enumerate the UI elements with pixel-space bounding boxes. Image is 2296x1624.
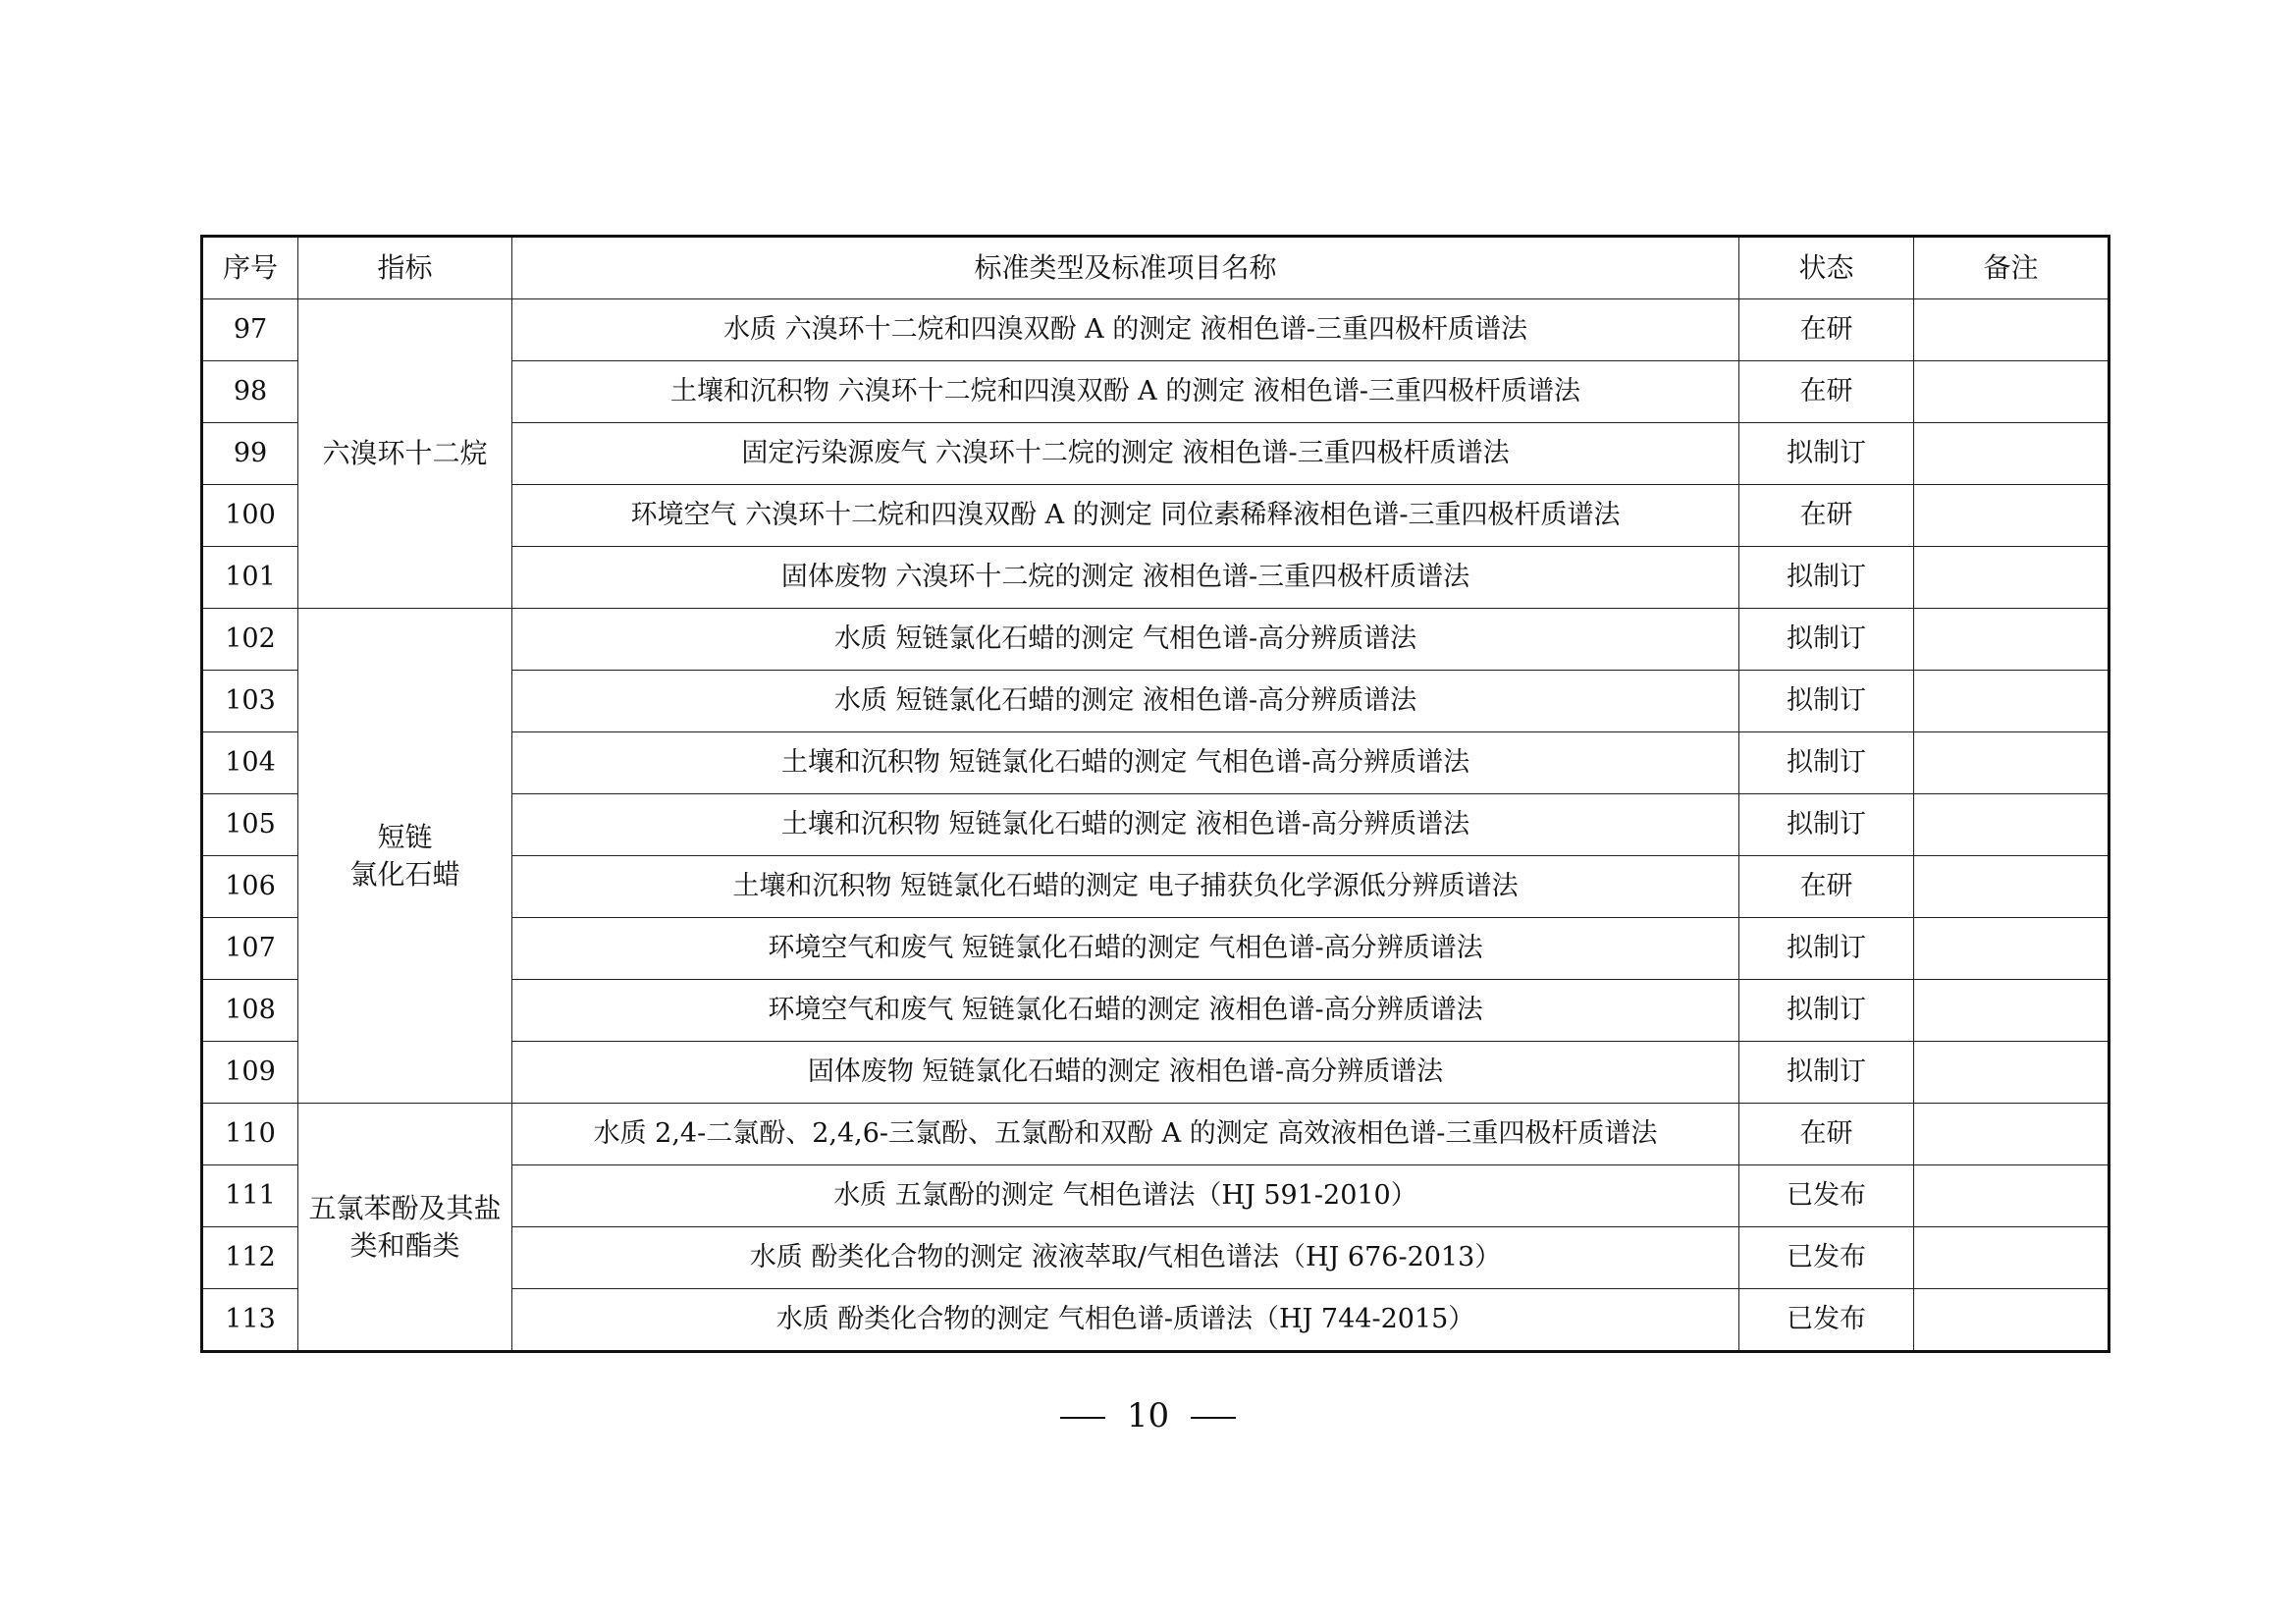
status-cell: 在研 (1739, 485, 1914, 547)
remark-cell (1914, 794, 2109, 856)
status-cell: 在研 (1739, 299, 1914, 361)
standard-name: 水质 酚类化合物的测定 气相色谱-质谱法（HJ 744-2015） (512, 1289, 1739, 1352)
status-cell: 在研 (1739, 856, 1914, 918)
status-cell: 拟制订 (1739, 609, 1914, 671)
row-index: 112 (202, 1227, 298, 1289)
status-cell: 拟制订 (1739, 794, 1914, 856)
standard-name: 环境空气和废气 短链氯化石蜡的测定 气相色谱-高分辨质谱法 (512, 918, 1739, 980)
standard-name: 土壤和沉积物 六溴环十二烷和四溴双酚 A 的测定 液相色谱-三重四极杆质谱法 (512, 361, 1739, 423)
header-index: 序号 (202, 237, 298, 299)
standard-name: 土壤和沉积物 短链氯化石蜡的测定 气相色谱-高分辨质谱法 (512, 732, 1739, 794)
header-remark: 备注 (1914, 237, 2109, 299)
row-index: 101 (202, 547, 298, 609)
standard-name: 水质 酚类化合物的测定 液液萃取/气相色谱法（HJ 676-2013） (512, 1227, 1739, 1289)
status-cell: 在研 (1739, 1104, 1914, 1165)
row-index: 113 (202, 1289, 298, 1352)
remark-cell (1914, 547, 2109, 609)
standard-name: 环境空气 六溴环十二烷和四溴双酚 A 的测定 同位素稀释液相色谱-三重四极杆质谱法 (512, 485, 1739, 547)
indicator-label: 六溴环十二烷 (322, 437, 488, 469)
row-index: 110 (202, 1104, 298, 1165)
row-index: 103 (202, 671, 298, 732)
table-row (202, 1104, 2109, 1165)
status-cell: 已发布 (1739, 1227, 1914, 1289)
row-index: 104 (202, 732, 298, 794)
remark-cell (1914, 361, 2109, 423)
row-index: 106 (202, 856, 298, 918)
remark-cell (1914, 671, 2109, 732)
header-indicator: 指标 (298, 237, 512, 299)
row-index: 98 (202, 361, 298, 423)
remark-cell (1914, 1165, 2109, 1227)
table-row (202, 299, 2109, 361)
remark-cell (1914, 299, 2109, 361)
row-index: 97 (202, 299, 298, 361)
standard-name: 水质 五氯酚的测定 气相色谱法（HJ 591-2010） (512, 1165, 1739, 1227)
table-body (202, 299, 2109, 1352)
status-cell: 拟制订 (1739, 1042, 1914, 1104)
status-cell: 拟制订 (1739, 423, 1914, 485)
page-number-right-dash (1191, 1417, 1236, 1419)
status-cell: 拟制订 (1739, 918, 1914, 980)
remark-cell (1914, 856, 2109, 918)
indicator-cell (298, 609, 512, 1104)
indicator-cell (298, 299, 512, 609)
remark-cell (1914, 732, 2109, 794)
page-number (0, 1396, 2296, 1435)
standard-name: 水质 六溴环十二烷和四溴双酚 A 的测定 液相色谱-三重四极杆质谱法 (512, 299, 1739, 361)
status-cell: 在研 (1739, 361, 1914, 423)
row-index: 107 (202, 918, 298, 980)
row-index: 108 (202, 980, 298, 1042)
status-cell: 拟制订 (1739, 980, 1914, 1042)
remark-cell (1914, 980, 2109, 1042)
page-number-value: 10 (1126, 1396, 1170, 1435)
row-index: 99 (202, 423, 298, 485)
row-index: 105 (202, 794, 298, 856)
indicator-label: 五氯苯酚及其盐 (308, 1191, 502, 1224)
indicator-label: 类和酯类 (349, 1228, 460, 1262)
remark-cell (1914, 485, 2109, 547)
standard-name: 水质 短链氯化石蜡的测定 气相色谱-高分辨质谱法 (512, 609, 1739, 671)
standard-name: 土壤和沉积物 短链氯化石蜡的测定 液相色谱-高分辨质谱法 (512, 794, 1739, 856)
header-standard-name: 标准类型及标准项目名称 (512, 237, 1739, 299)
page-number-left-dash (1060, 1417, 1105, 1419)
status-cell: 拟制订 (1739, 671, 1914, 732)
standards-table (200, 235, 2110, 1353)
remark-cell (1914, 1289, 2109, 1352)
standard-name: 固体废物 短链氯化石蜡的测定 液相色谱-高分辨质谱法 (512, 1042, 1739, 1104)
indicator-label: 氯化石蜡 (349, 857, 460, 891)
row-index: 102 (202, 609, 298, 671)
standard-name: 固体废物 六溴环十二烷的测定 液相色谱-三重四极杆质谱法 (512, 547, 1739, 609)
remark-cell (1914, 918, 2109, 980)
remark-cell (1914, 609, 2109, 671)
row-index: 111 (202, 1165, 298, 1227)
indicator-label: 短链 (377, 820, 433, 853)
remark-cell (1914, 1227, 2109, 1289)
remark-cell (1914, 1042, 2109, 1104)
row-index: 109 (202, 1042, 298, 1104)
standard-name: 土壤和沉积物 短链氯化石蜡的测定 电子捕获负化学源低分辨质谱法 (512, 856, 1739, 918)
status-cell: 拟制订 (1739, 732, 1914, 794)
standard-name: 水质 2,4-二氯酚、2,4,6-三氯酚、五氯酚和双酚 A 的测定 高效液相色谱-三重四极杆质谱法 (512, 1104, 1739, 1165)
standard-name: 环境空气和废气 短链氯化石蜡的测定 液相色谱-高分辨质谱法 (512, 980, 1739, 1042)
status-cell: 已发布 (1739, 1289, 1914, 1352)
status-cell: 已发布 (1739, 1165, 1914, 1227)
standard-name: 固定污染源废气 六溴环十二烷的测定 液相色谱-三重四极杆质谱法 (512, 423, 1739, 485)
status-cell: 拟制订 (1739, 547, 1914, 609)
row-index: 100 (202, 485, 298, 547)
standard-name: 水质 短链氯化石蜡的测定 液相色谱-高分辨质谱法 (512, 671, 1739, 732)
table-header-row (202, 237, 2109, 299)
indicator-cell (298, 1104, 512, 1352)
table-row (202, 609, 2109, 671)
remark-cell (1914, 423, 2109, 485)
header-status: 状态 (1739, 237, 1914, 299)
remark-cell (1914, 1104, 2109, 1165)
